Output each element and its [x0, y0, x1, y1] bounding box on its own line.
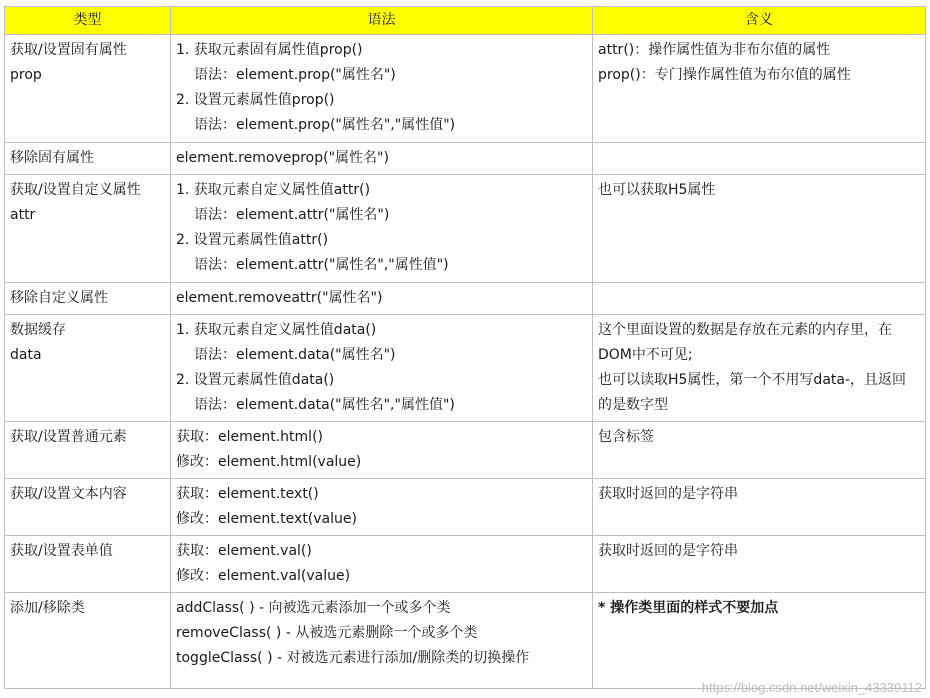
meaning-text: 的是数字型 — [598, 397, 668, 413]
syntax-text: 语法：element.data("属性名","属性值") — [194, 397, 455, 413]
type-text: prop — [10, 67, 42, 83]
table-row — [5, 143, 926, 175]
meaning-cell — [593, 283, 926, 315]
syntax-text: 修改：element.val(value) — [176, 568, 351, 584]
type-text: 获取/设置普通元素 — [10, 429, 127, 445]
syntax-text: 语法：element.data("属性名") — [194, 347, 396, 363]
syntax-text: element.removeprop("属性名") — [176, 150, 389, 166]
type-cell — [5, 422, 171, 479]
type-text: 获取/设置固有属性 — [10, 42, 127, 58]
type-text: attr — [10, 207, 36, 223]
syntax-cell — [171, 315, 593, 422]
type-cell — [5, 175, 171, 283]
syntax-text: 语法：element.attr("属性名","属性值") — [194, 257, 449, 273]
syntax-text: element.removeattr("属性名") — [176, 290, 383, 306]
type-text: 数据缓存 — [10, 322, 66, 338]
type-text: data — [10, 347, 42, 363]
syntax-text: addClass( ) - 向被选元素添加一个或多个类 — [176, 600, 451, 616]
header-meaning: 含义 — [593, 7, 926, 35]
type-cell — [5, 479, 171, 536]
jquery-attribute-table — [4, 6, 926, 689]
meaning-text: * 操作类里面的样式不要加点 — [598, 600, 779, 616]
type-cell — [5, 536, 171, 593]
syntax-cell — [171, 175, 593, 283]
syntax-text: 1. 获取元素自定义属性值data() — [176, 322, 377, 338]
table-row — [5, 283, 926, 315]
table-row — [5, 315, 926, 422]
header-type: 类型 — [5, 7, 171, 35]
meaning-cell — [593, 593, 926, 689]
syntax-text: 修改：element.text(value) — [176, 511, 357, 527]
syntax-text: 语法：element.prop("属性名") — [194, 67, 396, 83]
meaning-text: DOM中不可见; — [598, 347, 693, 363]
syntax-cell — [171, 35, 593, 143]
meaning-cell — [593, 536, 926, 593]
header-syntax: 语法 — [171, 7, 593, 35]
syntax-text: 语法：element.prop("属性名","属性值") — [194, 117, 456, 133]
syntax-cell — [171, 479, 593, 536]
syntax-text: 2. 设置元素属性值attr() — [176, 232, 329, 248]
syntax-text: toggleClass( ) - 对被选元素进行添加/删除类的切换操作 — [176, 650, 530, 666]
syntax-text: 2. 设置元素属性值data() — [176, 372, 335, 388]
syntax-text: 修改：element.html(value) — [176, 454, 362, 470]
syntax-text: 语法：element.attr("属性名") — [194, 207, 390, 223]
table-row — [5, 479, 926, 536]
syntax-text: 获取：element.text() — [176, 486, 319, 502]
type-cell — [5, 35, 171, 143]
type-text: 移除自定义属性 — [10, 290, 108, 306]
syntax-text: 获取：element.html() — [176, 429, 323, 445]
type-text: 添加/移除类 — [10, 600, 85, 616]
meaning-cell — [593, 315, 926, 422]
meaning-text: 这个里面设置的数据是存放在元素的内存里，在 — [598, 322, 892, 338]
syntax-text: removeClass( ) - 从被选元素删除一个或多个类 — [176, 625, 478, 641]
type-text: 获取/设置表单值 — [10, 543, 113, 559]
meaning-text: 获取时返回的是字符串 — [598, 486, 738, 502]
table-row — [5, 536, 926, 593]
table-row — [5, 175, 926, 283]
type-cell — [5, 143, 171, 175]
meaning-cell — [593, 479, 926, 536]
syntax-text: 1. 获取元素固有属性值prop() — [176, 42, 363, 58]
meaning-text: 获取时返回的是字符串 — [598, 543, 738, 559]
meaning-cell — [593, 35, 926, 143]
type-cell — [5, 593, 171, 689]
meaning-text: prop()：专门操作属性值为布尔值的属性 — [598, 67, 851, 83]
syntax-cell — [171, 536, 593, 593]
meaning-cell — [593, 143, 926, 175]
syntax-text: 获取：element.val() — [176, 543, 312, 559]
table-row — [5, 593, 926, 689]
header-row — [5, 7, 926, 35]
table-row — [5, 35, 926, 143]
meaning-text: 包含标签 — [598, 429, 654, 445]
syntax-cell — [171, 283, 593, 315]
meaning-text: attr()：操作属性值为非布尔值的属性 — [598, 42, 831, 58]
type-cell — [5, 315, 171, 422]
meaning-text: 也可以读取H5属性，第一个不用写data-，且返回 — [598, 372, 907, 388]
syntax-cell — [171, 143, 593, 175]
type-cell — [5, 283, 171, 315]
syntax-cell — [171, 593, 593, 689]
table-row — [5, 422, 926, 479]
syntax-text: 2. 设置元素属性值prop() — [176, 92, 335, 108]
meaning-cell — [593, 175, 926, 283]
syntax-cell — [171, 422, 593, 479]
watermark-text: https://blog.csdn.net/weixin_43339112 — [701, 680, 922, 695]
syntax-text: 1. 获取元素自定义属性值attr() — [176, 182, 371, 198]
type-text: 获取/设置文本内容 — [10, 486, 127, 502]
type-text: 移除固有属性 — [10, 150, 94, 166]
meaning-text: 也可以获取H5属性 — [598, 182, 716, 198]
type-text: 获取/设置自定义属性 — [10, 182, 141, 198]
meaning-cell — [593, 422, 926, 479]
